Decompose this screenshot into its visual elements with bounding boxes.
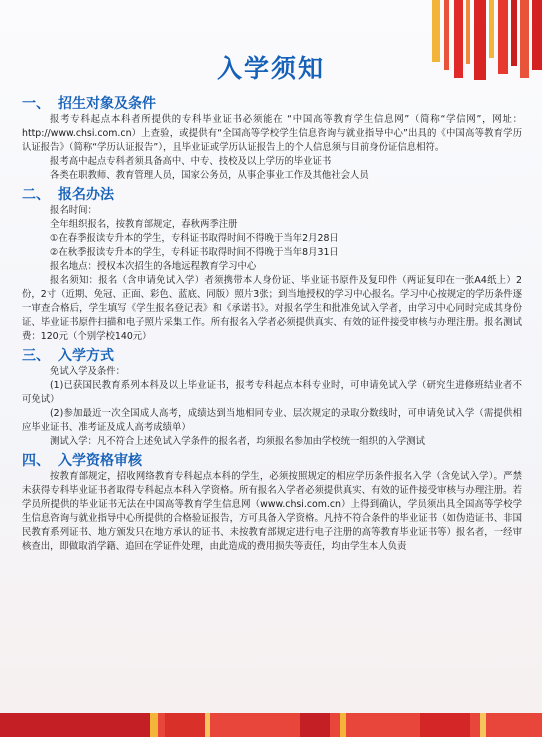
- paragraph: ②在秋季报读专升本的学生，专科证书取得时间不得晚于当年8月31日: [50, 247, 339, 258]
- section-heading: [22, 94, 522, 112]
- section-number: 一、: [22, 96, 50, 112]
- section-title: 报名办法: [58, 187, 114, 203]
- section-heading: [22, 185, 522, 203]
- section-title: 入学方式: [58, 348, 114, 364]
- section-eligibility: [22, 94, 522, 183]
- section-title: 招生对象及条件: [58, 96, 156, 112]
- section-qualification-review: [22, 451, 522, 554]
- paragraph: 报考专科起点本科者所提供的专科毕业证书必须能在 “中国高等教育学生信息网”（简称“学信网”，网址：http://www.chsi.com.cn）上查验，或提供有“全国高等学校学生信息咨询与就业指导中心”出具的《中国高等教育学历认证报告》（简称“学历认证报告”），且毕业证或学历认证报告上的个人信息须与目前身份证信息相符。: [22, 114, 522, 153]
- section-registration: [22, 185, 522, 344]
- section-number: 二、: [22, 187, 50, 203]
- paragraph: 报名须知：报名（含申请免试入学）者须携带本人身份证、毕业证书原件及复印件（两证复印在一张A4纸上）2份，2寸（近期、免冠、正面、彩色、蓝底、同版）照片3张；到当地授权的学习中心报名。学习中心按规定的学历条件逐一审查合格后，学生填写《学生报名登记表》和《承诺书》。对报名学生和批准免试入学者，由学习中心同时完成其身份证、毕业证书原件扫描和电子照片采集工作。所有报名入学者必须提供真实、有效的证件接受审核与办理注册。报名测试费：120元（个别学校140元）: [22, 275, 522, 342]
- section-admission-method: [22, 346, 522, 449]
- bottom-stripe-decoration: [0, 703, 542, 737]
- paragraph: 全年组织报名，按教育部规定，春秋两季注册: [50, 219, 238, 230]
- page-title: 入学须知: [216, 54, 325, 83]
- section-title: 入学资格审核: [58, 453, 142, 469]
- paragraph: 报考高中起点专科者须具备高中、中专、技校及以上学历的毕业证书: [50, 156, 332, 167]
- paragraph: 测试入学：凡不符合上述免试入学条件的报名者，均须报名参加由学校统一组织的入学测试: [50, 436, 426, 447]
- section-heading: [22, 451, 522, 469]
- paragraph: 报名时间：: [50, 205, 97, 216]
- paragraph: 按教育部规定，招收网络教育专科起点本科的学生，必须按照规定的相应学历条件报名入学（含免试入学）。严禁未获得专科毕业证书者取得专科起点本科入学资格。所有报名入学者必须提供真实、有效的证件接受审核与办理注册。若学员所提供的毕业证书无法在中国高等教育学生信息网（www.chsi.com.cn）上得到确认，学员须出具全国高等学校学生信息咨询与就业指导中心所提供的合格验证报告，方可具备入学资格。凡持不符合条件的毕业证书（如伪造证书、非国民教育系列证书、地方颁发只在地方承认的证书、未按教育部规定进行电子注册的高等教育毕业证书等）报名者，一经审核查出，即做取消学籍、追回在学证件处理，由此造成的费用损失等责任，均由学生本人负责: [22, 471, 522, 552]
- paragraph: ①在春季报读专升本的学生，专科证书取得时间不得晚于当年2月28日: [50, 233, 339, 244]
- paragraph: 各类在职教师、教育管理人员，国家公务员，从事企事业工作及其他社会人员: [50, 170, 369, 181]
- section-number: 四、: [22, 453, 50, 469]
- paragraph: (1)已获国民教育系列本科及以上毕业证书，报考专科起点本科专业时，可申请免试入学（研究生进修班结业者不可免试）: [22, 380, 522, 405]
- paragraph: 报名地点：授权本次招生的各地远程教育学习中心: [50, 261, 257, 272]
- section-number: 三、: [22, 348, 50, 364]
- paragraph: (2)参加最近一次全国成人高考，成绩达到当地相同专业、层次规定的录取分数线时，可申请免试入学（需提供相应毕业证书、准考证及成人高考成绩单）: [22, 408, 522, 433]
- paragraph: 免试入学及条件：: [50, 366, 126, 377]
- section-heading: [22, 346, 522, 364]
- notice-content: [22, 92, 522, 554]
